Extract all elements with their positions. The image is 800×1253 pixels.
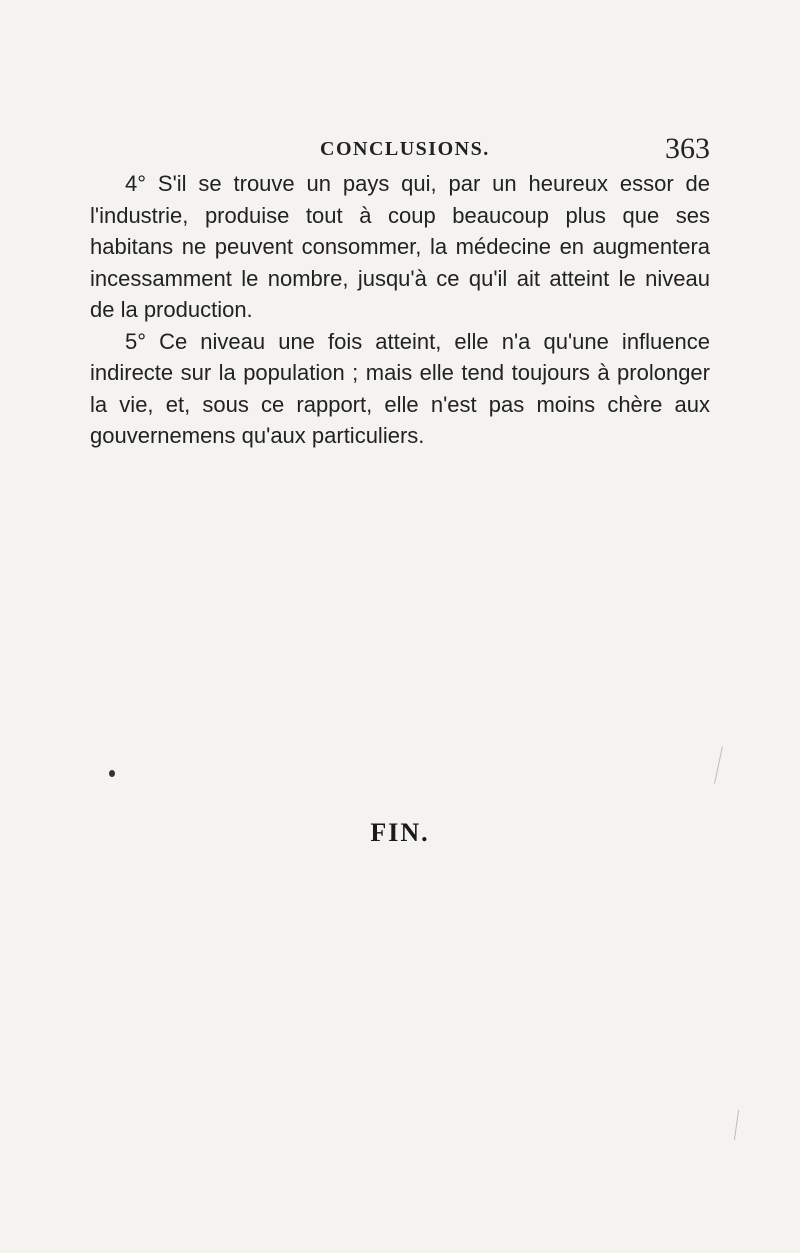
paper-crease-mark	[714, 746, 723, 783]
paper-crease-mark	[734, 1110, 739, 1140]
paragraph-conclusion-4: 4° S'il se trouve un pays qui, par un heureux essor de l'industrie, produise tout à coup beaucoup plus que ses habitans ne peuvent consommer, la médecine en augmentera incessamment le nombre, jusqu'à ce qu'il ait atteint le niveau de la production.	[90, 171, 710, 322]
page-number: 363	[665, 132, 710, 165]
paragraph-conclusion-5: 5° Ce niveau une fois atteint, elle n'a qu'une influence indirecte sur la population ; mais elle tend toujours à prolonger la vie, et, sous ce rapport, elle n'est pas moins chère aux gouvernemens qu'aux particuliers.	[90, 328, 710, 448]
body-text	[90, 168, 710, 452]
ink-dot	[109, 770, 115, 777]
running-header	[250, 132, 710, 168]
fin-mark: FIN.	[370, 818, 430, 847]
running-title: CONCLUSIONS.	[320, 138, 490, 160]
